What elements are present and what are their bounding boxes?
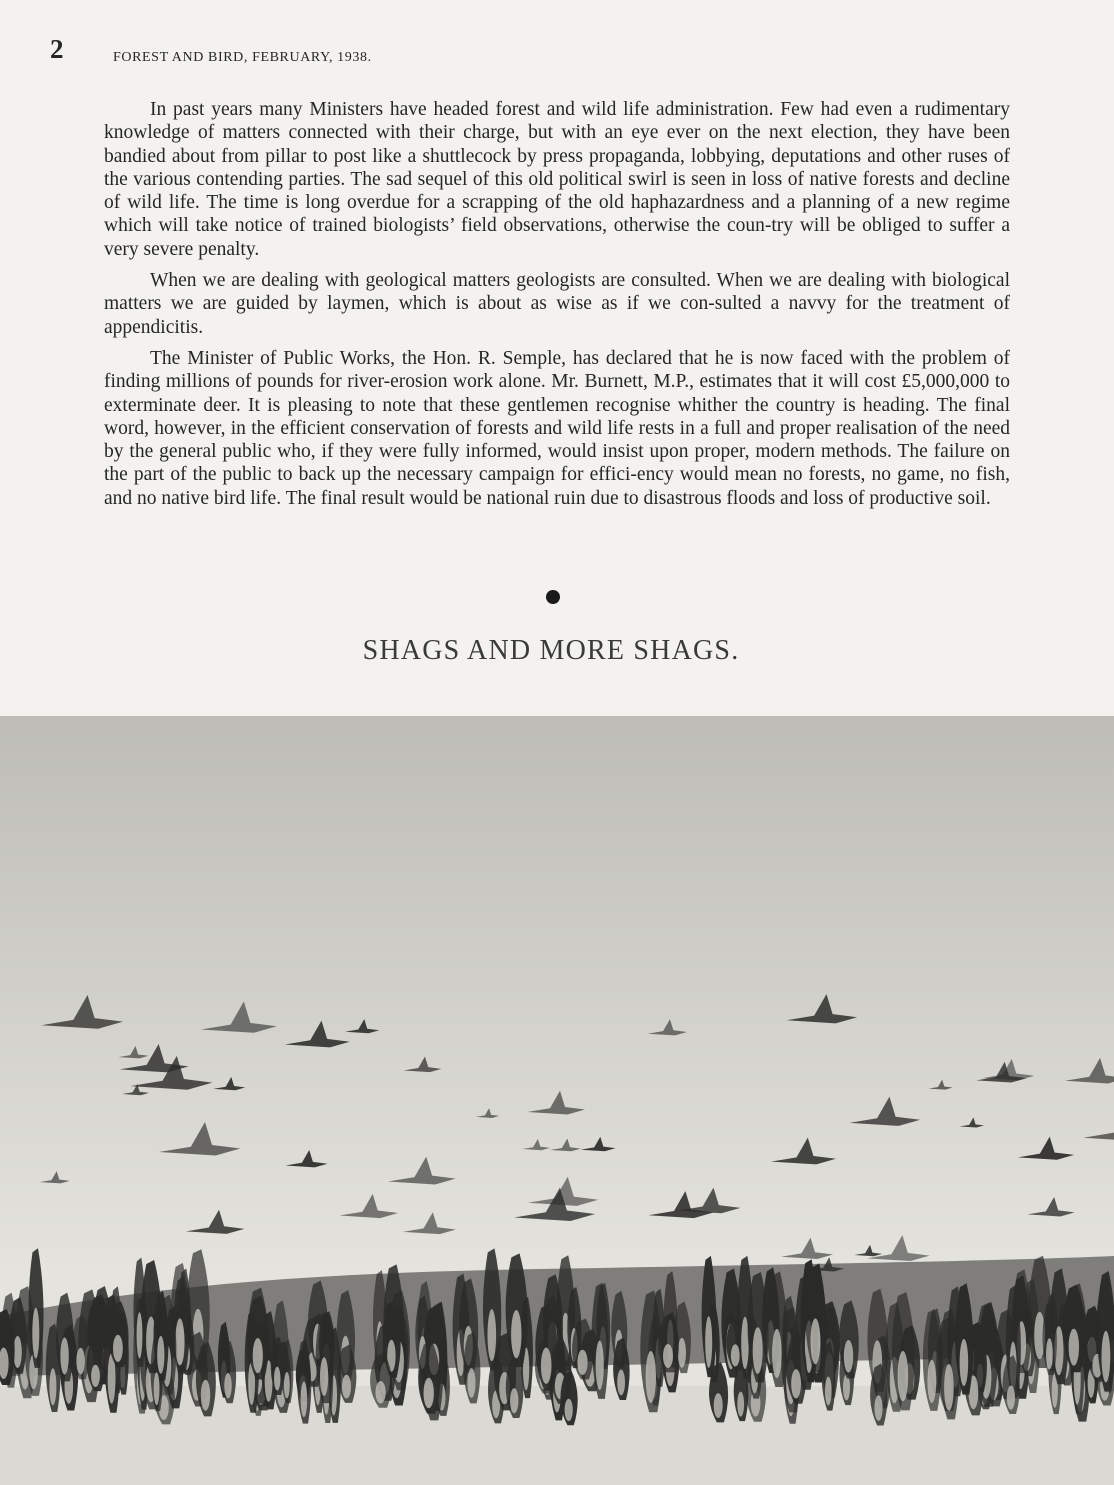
section-divider-bullet [546, 590, 560, 604]
article-paragraph: In past years many Ministers have headed forest and wild life administration. Few had even a rudimentary knowledge of matters connected with their charge, but with an eye ever on the next election, they have been bandied about from pillar to post like a shuttlecock by press propaganda, lobbying, deputations and other ruses of the various contending parties. The sad sequel of this old political swirl is seen in loss of native forests and decline of wild life. The time is long overdue for a scrapping of the old haphazardness and a planning of a new regime which will take notice of trained biologists’ field observations, otherwise the coun-try will be obliged to suffer a very severe penalty. [104, 99, 1010, 260]
article-paragraph: The Minister of Public Works, the Hon. R. Semple, has declared that he is now faced with the problem of finding millions of pounds for river-erosion work alone. Mr. Burnett, M.P., estimates that it will cost £5,000,000 to exterminate deer. It is pleasing to note that these gentlemen recognise whither the country is heading. The final word, however, in the efficient conservation of forests and wild life rests in a full and proper realisation of the need by the general public who, if they were fully informed, would insist upon proper, modern methods. The failure on the part of the public to back up the necessary campaign for effici-ency would mean no forests, no game, no fish, and no native bird life. The final result would be national ruin due to disastrous floods and loss of productive soil. [104, 347, 1010, 509]
shag-colony-photo [0, 716, 1114, 1485]
running-header: FOREST AND BIRD, FEBRUARY, 1938. [113, 50, 372, 65]
photo-title: SHAGS AND MORE SHAGS. [362, 635, 740, 666]
article-paragraph: When we are dealing with geological matters geologists are consulted. When we are dealing with biological matters we are guided by laymen, which is about as wise as if we con-sulted a navvy for the treatment of appendicitis. [104, 270, 1010, 338]
page-number: 2 [50, 34, 64, 64]
article-body [104, 98, 1010, 518]
